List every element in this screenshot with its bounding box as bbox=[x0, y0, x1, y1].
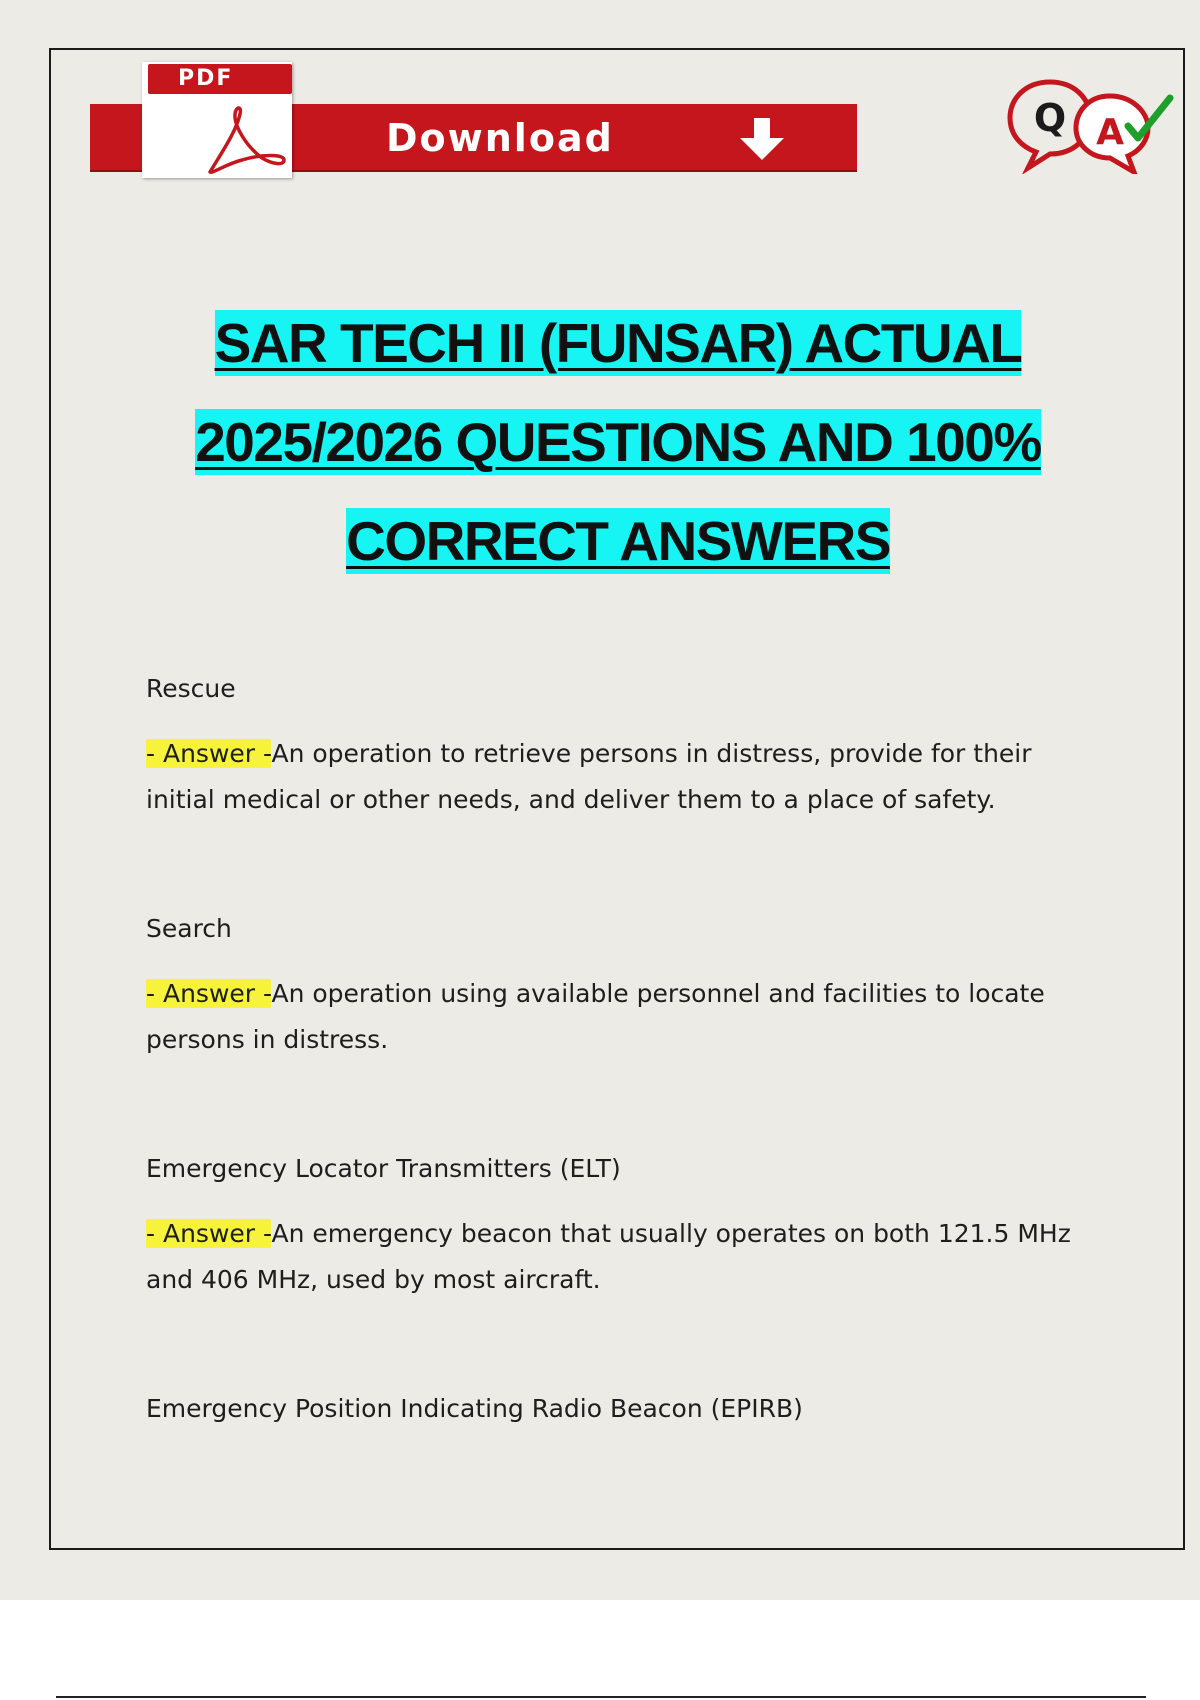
qa-item bbox=[146, 906, 1096, 1063]
question-term: Emergency Position Indicating Radio Beacon (EPIRB) bbox=[146, 1394, 803, 1423]
down-arrow-icon[interactable] bbox=[736, 116, 788, 162]
answer-text bbox=[146, 971, 1096, 1063]
document-title bbox=[100, 294, 1136, 591]
a-letter: A bbox=[1096, 112, 1124, 153]
title-line: CORRECT ANSWERS bbox=[346, 510, 890, 572]
footer-divider bbox=[56, 1696, 1146, 1698]
qa-item bbox=[146, 1146, 1096, 1303]
answer-text bbox=[146, 731, 1096, 823]
answer-body: An emergency beacon that usually operates on both 121.5 MHz and 406 MHz, used by most aircraft. bbox=[146, 1219, 1071, 1294]
answer-body: An operation using available personnel and facilities to locate persons in distress. bbox=[146, 979, 1045, 1054]
question-term: Search bbox=[146, 914, 232, 943]
qa-checkmark-icon bbox=[1006, 76, 1176, 174]
answer-label: - Answer - bbox=[146, 979, 272, 1008]
pdf-document-icon bbox=[142, 62, 292, 178]
question-term: Emergency Locator Transmitters (ELT) bbox=[146, 1154, 621, 1183]
answer-label: - Answer - bbox=[146, 739, 272, 768]
pdf-tag: PDF bbox=[148, 64, 292, 94]
qa-item bbox=[146, 666, 1096, 823]
qa-list bbox=[146, 666, 1096, 1432]
q-letter: Q bbox=[1033, 96, 1067, 140]
answer-label: - Answer - bbox=[146, 1219, 272, 1248]
pdf-download-banner[interactable] bbox=[90, 60, 860, 180]
title-line: 2025/2026 QUESTIONS AND 100% bbox=[195, 411, 1041, 473]
answer-text bbox=[146, 1211, 1096, 1303]
answer-body: An operation to retrieve persons in distress, provide for their initial medical or other needs, and deliver them to a place of safety. bbox=[146, 739, 1032, 814]
download-label[interactable]: Download bbox=[386, 116, 614, 160]
acrobat-icon bbox=[202, 102, 288, 182]
question-term: Rescue bbox=[146, 674, 236, 703]
qa-item bbox=[146, 1386, 1096, 1432]
title-line: SAR TECH II (FUNSAR) ACTUAL bbox=[214, 312, 1022, 374]
